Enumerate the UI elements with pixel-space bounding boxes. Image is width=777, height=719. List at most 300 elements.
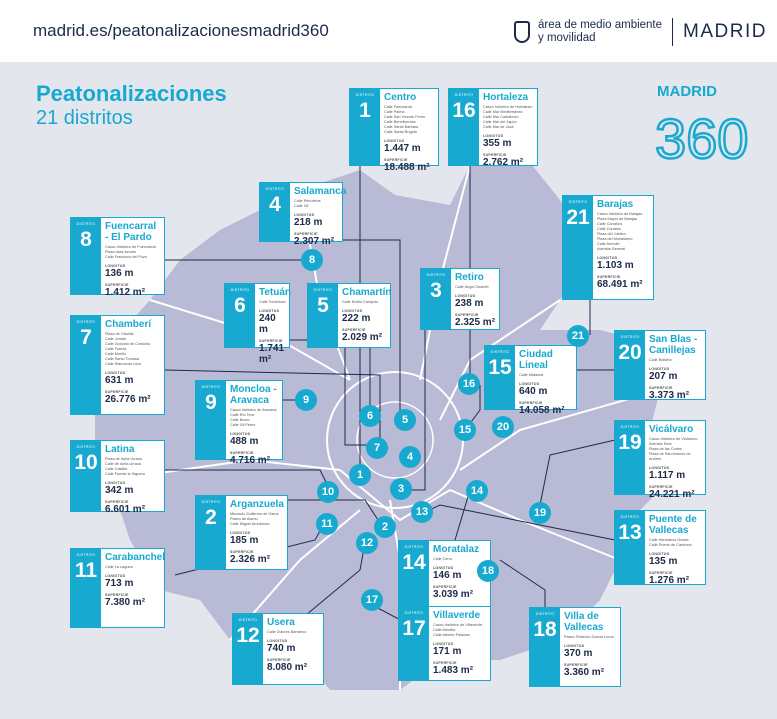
street-name: Casco histórico de Vicálvaro: xyxy=(649,437,698,441)
street-name: Paseo Federico García Lorca xyxy=(564,635,614,639)
street-list xyxy=(105,457,161,477)
length-value: 631 m xyxy=(105,375,134,386)
district-name: Arganzuela xyxy=(230,499,284,510)
district-number-box xyxy=(399,541,429,609)
length-value: 238 m xyxy=(455,298,484,309)
area-value: 1.412 m² xyxy=(105,287,146,298)
street-name: Calle Hermanos Gracia xyxy=(649,538,689,542)
street-name: Calle Santo Tomasa xyxy=(105,357,139,361)
district-info xyxy=(105,319,161,405)
street-list xyxy=(105,245,161,260)
length-value: 355 m xyxy=(483,138,512,149)
length-label: LONGITUD xyxy=(342,309,363,313)
street-name: Calle Miguel Arredondo xyxy=(230,522,270,526)
district-name: Moratalaz xyxy=(433,544,480,555)
map-marker-2: 2 xyxy=(374,516,396,538)
district-card-5 xyxy=(307,283,391,348)
map-marker-10: 10 xyxy=(317,481,339,503)
district-info xyxy=(267,617,320,673)
map-marker-18: 18 xyxy=(477,560,499,582)
district-number: 19 xyxy=(618,431,642,454)
district-number: 20 xyxy=(618,341,642,364)
street-name: Calle Santa Bárbara xyxy=(384,125,419,129)
length-label: LONGITUD xyxy=(455,294,476,298)
district-label: DISTRITO xyxy=(620,515,640,519)
length-label: LONGITUD xyxy=(649,552,670,556)
district-card-4 xyxy=(259,182,347,247)
district-number-box xyxy=(71,441,101,511)
area-value: 68.491 m² xyxy=(597,279,643,290)
district-info xyxy=(230,384,279,466)
street-list xyxy=(649,437,702,462)
district-info xyxy=(294,186,347,247)
district-label: DISTRITO xyxy=(313,288,333,292)
area-value: 7.380 m² xyxy=(105,597,146,608)
district-number: 1 xyxy=(359,99,371,122)
district-name: Usera xyxy=(267,617,295,628)
street-list xyxy=(294,199,339,209)
district-info xyxy=(649,424,702,500)
district-number-box xyxy=(615,331,645,399)
length-value: 135 m xyxy=(649,556,678,567)
street-name: Calle San Vicente Ferrer xyxy=(384,115,426,119)
district-card-11 xyxy=(70,548,165,628)
district-number-box xyxy=(563,196,593,299)
district-name: Tetuán xyxy=(259,287,292,298)
street-name: Calle Alberto Palacios xyxy=(433,633,470,637)
district-card-7 xyxy=(70,315,165,415)
street-list xyxy=(433,623,487,638)
length-value: 713 m xyxy=(105,578,134,589)
area-label: SUPERFICIE xyxy=(230,550,254,554)
length-value: 370 m xyxy=(564,648,593,659)
street-list xyxy=(267,630,320,635)
street-name: Casco histórico de Hortaleza: xyxy=(483,105,533,109)
length-label: LONGITUD xyxy=(105,481,126,485)
area-label: SUPERFICIE xyxy=(597,275,621,279)
city-name: MADRID xyxy=(683,21,767,42)
area-value: 4.716 m² xyxy=(230,455,271,466)
street-list xyxy=(649,538,702,548)
street-name: Calle Santa Brígida xyxy=(384,130,417,134)
district-label: DISTRITO xyxy=(76,553,96,557)
length-value: 740 m xyxy=(267,643,296,654)
street-name: Calle Fuente la Higuera xyxy=(105,472,145,476)
street-name: Plaza de San Antonio de Andrés xyxy=(649,452,691,461)
length-label: LONGITUD xyxy=(384,139,405,143)
area-value: 1.483 m² xyxy=(433,665,474,676)
length-label: LONGITUD xyxy=(649,367,670,371)
area-value: 6.601 m² xyxy=(105,504,146,515)
street-name: Calle Raimundo Lulio xyxy=(105,362,142,366)
area-value: 24.221 m² xyxy=(649,489,695,500)
title-line2: 21 distritos xyxy=(36,107,133,129)
street-name: Calle Arrecife xyxy=(597,242,620,246)
madrid360-logo xyxy=(655,78,747,168)
district-label: DISTRITO xyxy=(201,385,221,389)
street-name: Plaza de Olavide xyxy=(105,332,134,336)
district-info xyxy=(230,499,284,565)
area-value: 2.326 m² xyxy=(230,554,271,565)
district-number-box xyxy=(225,284,255,347)
district-number-box xyxy=(71,549,101,627)
length-value: 136 m xyxy=(105,268,134,279)
district-card-2 xyxy=(195,495,288,570)
district-info xyxy=(564,611,617,678)
street-name: Calle Fuencarral xyxy=(384,105,412,109)
street-name: Calle Corrales xyxy=(597,227,622,231)
district-info xyxy=(105,552,166,608)
district-number-box xyxy=(196,496,226,569)
length-label: LONGITUD xyxy=(519,382,540,386)
street-name: Calle Gonzalo de Córdoba xyxy=(105,342,150,346)
length-value: 488 m xyxy=(230,436,259,447)
length-label: LONGITUD xyxy=(230,531,251,535)
length-value: 207 m xyxy=(649,371,678,382)
district-label: DISTRITO xyxy=(265,187,285,191)
district-label: DISTRITO xyxy=(355,93,375,97)
district-number: 9 xyxy=(205,391,217,414)
length-label: LONGITUD xyxy=(230,432,251,436)
district-number: 3 xyxy=(430,279,442,302)
district-name: Retiro xyxy=(455,272,484,283)
madrid360-logo-word: MADRID xyxy=(657,83,717,100)
length-label: LONGITUD xyxy=(483,134,504,138)
street-list xyxy=(519,373,573,378)
area-label: SUPERFICIE xyxy=(649,485,673,489)
street-list xyxy=(342,300,387,305)
street-list xyxy=(230,408,279,428)
district-number: 17 xyxy=(402,617,426,640)
area-label: SUPERFICIE xyxy=(342,328,366,332)
street-name: Calle de doña Urraca xyxy=(105,462,141,466)
length-label: LONGITUD xyxy=(105,371,126,375)
area-value: 26.776 m² xyxy=(105,394,151,405)
madrid-logo xyxy=(514,18,767,46)
area-label: SUPERFICIE xyxy=(519,401,543,405)
district-card-6 xyxy=(224,283,292,365)
district-number-box xyxy=(350,89,380,165)
length-label: LONGITUD xyxy=(294,213,315,217)
district-name: Moncloa - Aravaca xyxy=(230,384,277,406)
map-marker-20: 20 xyxy=(492,416,514,438)
district-card-8 xyxy=(70,217,165,298)
district-info xyxy=(649,334,702,401)
street-name: Calle Gil Pérez xyxy=(230,423,256,427)
district-info xyxy=(384,92,435,173)
street-list xyxy=(455,285,496,290)
district-label: DISTRITO xyxy=(404,545,424,549)
district-card-3 xyxy=(420,268,500,330)
length-label: LONGITUD xyxy=(267,639,288,643)
header-bar xyxy=(0,0,777,62)
street-name: Calle Mar de Java xyxy=(483,125,514,129)
street-list xyxy=(105,332,161,367)
length-value: 171 m xyxy=(433,646,462,657)
area-value: 2.762 m² xyxy=(483,157,524,168)
district-name: Chamartín xyxy=(342,287,392,298)
district-number: 16 xyxy=(452,99,476,122)
area-value: 18.488 m² xyxy=(384,162,430,173)
district-card-12 xyxy=(232,613,324,685)
street-list xyxy=(259,300,286,305)
area-value: 1.276 m² xyxy=(649,575,690,586)
map-marker-5: 5 xyxy=(394,409,416,431)
district-number-box xyxy=(530,608,560,686)
area-label: SUPERFICIE xyxy=(294,232,318,236)
district-number-box xyxy=(308,284,338,347)
street-name: Plaza del Monasterio xyxy=(597,237,633,241)
district-label: DISTRITO xyxy=(404,611,424,615)
length-label: LONGITUD xyxy=(597,256,618,260)
map-marker-19: 19 xyxy=(529,502,551,524)
area-label: SUPERFICIE xyxy=(105,390,129,394)
street-name: Plaza Mayor de Barajas xyxy=(597,217,638,221)
street-name: Avenida Real xyxy=(649,442,672,446)
district-name: Carabanchel xyxy=(105,552,166,563)
length-label: LONGITUD xyxy=(564,644,585,648)
street-name: Calle Dolores Barranco xyxy=(267,630,307,634)
street-name: Mercado Guillermo de Osma xyxy=(230,512,279,516)
area-label: SUPERFICIE xyxy=(267,658,291,662)
district-number-box xyxy=(421,269,451,329)
district-number-box xyxy=(233,614,263,684)
area-value: 3.373 m² xyxy=(649,390,690,401)
title-line1: Peatonalizaciones xyxy=(36,81,227,106)
street-name: Calle Tomelloso xyxy=(259,300,286,304)
street-name: Plaza de doña Urraca xyxy=(105,457,142,461)
area-label: SUPERFICIE xyxy=(384,158,408,162)
length-value: 1.117 m xyxy=(649,470,686,481)
area-label: SUPERFICIE xyxy=(230,451,254,455)
map-marker-11: 11 xyxy=(316,513,338,535)
street-name: Calle Arbolito xyxy=(433,628,456,632)
district-number-box xyxy=(71,218,101,294)
area-value: 3.039 m² xyxy=(433,589,474,600)
district-name: San Blas - Canillejas xyxy=(649,334,698,356)
district-label: DISTRITO xyxy=(568,200,588,204)
length-value: 146 m xyxy=(433,570,462,581)
district-card-9 xyxy=(195,380,283,466)
street-name: Plaza del Jubileo xyxy=(597,232,626,236)
district-name: Villa de Vallecas xyxy=(564,611,604,633)
district-number-box xyxy=(485,346,515,409)
area-value: 1.741 m² xyxy=(259,343,285,365)
district-card-21 xyxy=(562,195,654,300)
district-info xyxy=(455,272,496,328)
district-number-box xyxy=(449,89,479,165)
map-marker-7: 7 xyxy=(366,437,388,459)
district-name: Villaverde xyxy=(433,610,481,621)
street-name: Paseo de Alamo xyxy=(230,517,258,521)
district-info xyxy=(433,610,487,676)
area-label: SUPERFICIE xyxy=(564,663,588,667)
map-marker-9: 9 xyxy=(295,389,317,411)
length-value: 342 m xyxy=(105,485,134,496)
district-label: DISTRITO xyxy=(76,222,96,226)
district-card-19 xyxy=(614,420,706,500)
district-label: DISTRITO xyxy=(620,335,640,339)
area-label: SUPERFICIE xyxy=(105,500,129,504)
map-marker-14: 14 xyxy=(466,480,488,502)
district-number: 8 xyxy=(80,228,92,251)
street-name: Casco histórico de Fuencarral: xyxy=(105,245,157,249)
district-number: 13 xyxy=(618,521,642,544)
district-card-10 xyxy=(70,440,165,515)
street-name: Casco histórico de Barajas: xyxy=(597,212,644,216)
district-label: DISTRITO xyxy=(230,288,250,292)
logo-divider xyxy=(672,18,673,46)
street-name: Calle Recoletos xyxy=(294,199,321,203)
street-name: Calle Mar Mediterráneo xyxy=(483,110,523,114)
street-name: Casco histórico de Villaverde: xyxy=(433,623,483,627)
street-name: Calle Matamia xyxy=(519,373,544,377)
street-name: Calle Gil xyxy=(294,204,309,208)
area-value: 2.325 m² xyxy=(455,317,496,328)
district-number-box xyxy=(399,607,429,680)
district-name: Fuencarral - El Pardo xyxy=(105,221,157,243)
district-name: Salamanca xyxy=(294,186,347,197)
district-number: 5 xyxy=(317,294,329,317)
street-name: Calle Mar del Japón xyxy=(483,120,517,124)
district-info xyxy=(597,199,650,290)
area-label: SUPERFICIE xyxy=(649,571,673,575)
district-info xyxy=(519,349,573,416)
street-list xyxy=(230,512,284,527)
district-number-box xyxy=(196,381,226,459)
site-url-link[interactable]: madrid.es/peatonalizacionesmadrid360 xyxy=(33,21,329,40)
street-name: Calle Palma xyxy=(384,110,405,114)
length-value: 218 m xyxy=(294,217,323,228)
map-marker-12: 12 xyxy=(356,532,378,554)
district-card-16 xyxy=(448,88,538,166)
district-name: Hortaleza xyxy=(483,92,529,103)
district-info xyxy=(259,287,292,365)
length-value: 185 m xyxy=(230,535,259,546)
district-label: DISTRITO xyxy=(620,425,640,429)
district-name: Centro xyxy=(384,92,417,103)
district-number-box xyxy=(71,316,101,414)
district-card-13 xyxy=(614,510,706,585)
street-name: Plaza Islas Azores xyxy=(105,250,137,254)
street-name: Calle Fuenla xyxy=(105,347,127,351)
district-number-box xyxy=(615,511,645,584)
map-marker-8: 8 xyxy=(301,249,323,271)
length-value: 240 m xyxy=(259,313,276,335)
district-number: 4 xyxy=(269,193,281,216)
map-marker-13: 13 xyxy=(411,501,433,523)
district-number: 10 xyxy=(74,451,98,474)
area-value: 8.080 m² xyxy=(267,662,308,673)
district-label: DISTRITO xyxy=(238,618,258,622)
street-list xyxy=(597,212,650,252)
street-list xyxy=(649,358,702,363)
district-card-1 xyxy=(349,88,439,173)
area-label: SUPERFICIE xyxy=(433,661,457,665)
map-marker-21: 21 xyxy=(567,325,589,347)
map-marker-4: 4 xyxy=(399,446,421,468)
street-name: Calle Mar Cantábrico xyxy=(483,115,519,119)
map-marker-3: 3 xyxy=(390,478,412,500)
area-label: SUPERFICIE xyxy=(483,153,507,157)
length-value: 1.447 m xyxy=(384,143,421,154)
district-info xyxy=(105,221,161,298)
district-info xyxy=(105,444,161,515)
street-list xyxy=(105,565,161,570)
district-name: Chamberí xyxy=(105,319,152,330)
area-value: 3.360 m² xyxy=(564,667,605,678)
street-list xyxy=(384,105,435,135)
street-list xyxy=(483,105,534,130)
length-label: LONGITUD xyxy=(259,309,280,313)
street-name: Casco histórico de Aravaca: xyxy=(230,408,278,412)
length-label: LONGITUD xyxy=(649,466,670,470)
length-label: LONGITUD xyxy=(105,574,126,578)
district-number: 14 xyxy=(402,551,426,574)
area-label: SUPERFICIE xyxy=(259,339,283,343)
district-label: DISTRITO xyxy=(201,500,221,504)
map-marker-1: 1 xyxy=(349,464,371,486)
district-number: 12 xyxy=(236,624,260,647)
map-marker-6: 6 xyxy=(359,405,381,427)
district-info xyxy=(483,92,534,168)
street-list xyxy=(433,557,487,562)
map-marker-17: 17 xyxy=(361,589,383,611)
district-number: 21 xyxy=(566,206,590,229)
district-name: Ciudad Lineal xyxy=(519,349,553,371)
street-name: Calle Jordán xyxy=(105,337,127,341)
street-name: Calle Río Tera xyxy=(230,413,254,417)
district-info xyxy=(342,287,392,343)
district-info xyxy=(649,514,702,586)
area-value: 2.307 m² xyxy=(294,236,335,247)
district-number: 15 xyxy=(488,356,512,379)
street-name: Calle Beneficencia xyxy=(384,120,416,124)
length-label: LONGITUD xyxy=(433,642,454,646)
street-name: Calle Murillo xyxy=(105,352,126,356)
street-name: Calle Ángel Gavinet xyxy=(455,285,489,289)
district-number: 2 xyxy=(205,506,217,529)
map-marker-15: 15 xyxy=(454,419,476,441)
district-name: Barajas xyxy=(597,199,634,210)
department-name xyxy=(538,19,662,45)
department-line1: área de medio ambiente xyxy=(538,19,663,31)
district-name: Puente de Vallecas xyxy=(649,514,697,536)
area-value: 2.029 m² xyxy=(342,332,383,343)
district-card-18 xyxy=(529,607,621,687)
street-name: Avenida General xyxy=(597,247,626,251)
length-value: 222 m xyxy=(342,313,371,324)
district-number: 7 xyxy=(80,326,92,349)
district-card-20 xyxy=(614,330,706,400)
district-card-17 xyxy=(398,606,491,681)
district-card-15 xyxy=(484,345,577,416)
area-label: SUPERFICIE xyxy=(455,313,479,317)
length-label: LONGITUD xyxy=(105,264,126,268)
length-value: 640 m xyxy=(519,386,548,397)
street-name: Calle Bravo xyxy=(230,418,250,422)
district-label: DISTRITO xyxy=(426,273,446,277)
street-name: Calle Francisco del Pozo xyxy=(105,255,147,259)
street-name: Plaza de las Cortes xyxy=(649,447,682,451)
street-name: Calle Corraliza xyxy=(597,222,622,226)
street-list xyxy=(564,635,617,640)
district-label: DISTRITO xyxy=(535,612,555,616)
street-name: Calle Emilio Campión xyxy=(342,300,379,304)
length-value: 1.103 m xyxy=(597,260,634,271)
map-marker-16: 16 xyxy=(458,373,480,395)
area-label: SUPERFICIE xyxy=(105,283,129,287)
